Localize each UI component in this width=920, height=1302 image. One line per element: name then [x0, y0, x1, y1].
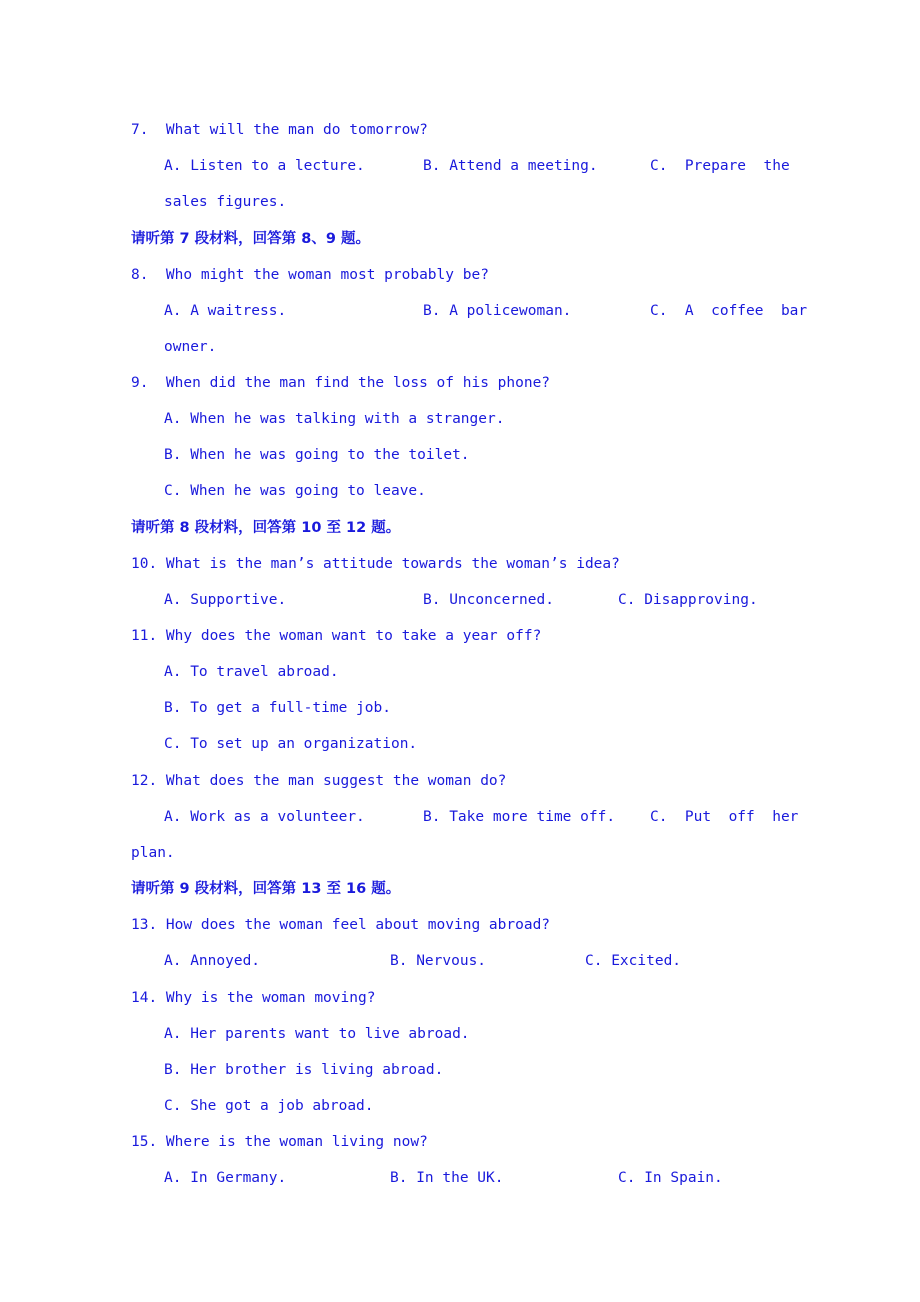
option-12b: B. Take more time off.	[423, 809, 616, 825]
section-heading-7: 请听第 7 段材料，回答第 8、9 题。	[131, 231, 370, 247]
option-13a: A. Annoyed.	[164, 953, 261, 969]
option-7c: C. Prepare the	[650, 158, 790, 174]
option-9b: B. When he was going to the toilet.	[164, 447, 470, 463]
option-8c: C. A coffee bar	[650, 303, 808, 319]
option-8c-cont: owner.	[164, 339, 217, 355]
option-14a: A. Her parents want to live abroad.	[164, 1026, 470, 1042]
option-15b: B. In the UK.	[390, 1170, 504, 1186]
option-15c: C. In Spain.	[618, 1170, 723, 1186]
question-11: 11. Why does the woman want to take a year off?	[131, 628, 542, 644]
option-15a: A. In Germany.	[164, 1170, 287, 1186]
option-14b: B. Her brother is living abroad.	[164, 1062, 444, 1078]
option-11a: A. To travel abroad.	[164, 664, 339, 680]
question-10: 10. What is the man’s attitude towards the woman’s idea?	[131, 556, 620, 572]
option-10c: C. Disapproving.	[618, 592, 758, 608]
option-12a: A. Work as a volunteer.	[164, 809, 365, 825]
option-9a: A. When he was talking with a stranger.	[164, 411, 505, 427]
option-11c: C. To set up an organization.	[164, 736, 418, 752]
question-9: 9. When did the man find the loss of his phone?	[131, 375, 551, 391]
option-7a: A. Listen to a lecture.	[164, 158, 365, 174]
option-7c-cont: sales figures.	[164, 194, 287, 210]
question-7: 7. What will the man do tomorrow?	[131, 122, 428, 138]
option-7b: B. Attend a meeting.	[423, 158, 598, 174]
option-8b: B. A policewoman.	[423, 303, 572, 319]
option-14c: C. She got a job abroad.	[164, 1098, 374, 1114]
question-14: 14. Why is the woman moving?	[131, 990, 376, 1006]
question-13: 13. How does the woman feel about moving abroad?	[131, 917, 551, 933]
option-10a: A. Supportive.	[164, 592, 287, 608]
question-15: 15. Where is the woman living now?	[131, 1134, 428, 1150]
option-9c: C. When he was going to leave.	[164, 483, 426, 499]
option-10b: B. Unconcerned.	[423, 592, 554, 608]
option-13c: C. Excited.	[585, 953, 682, 969]
option-11b: B. To get a full-time job.	[164, 700, 391, 716]
question-12: 12. What does the man suggest the woman do?	[131, 773, 507, 789]
option-13b: B. Nervous.	[390, 953, 487, 969]
question-8: 8. Who might the woman most probably be?	[131, 267, 489, 283]
section-heading-9: 请听第 9 段材料，回答第 13 至 16 题。	[131, 881, 401, 897]
option-12c-cont: plan.	[131, 845, 175, 861]
section-heading-8: 请听第 8 段材料，回答第 10 至 12 题。	[131, 520, 401, 536]
option-12c: C. Put off her	[650, 809, 799, 825]
option-8a: A. A waitress.	[164, 303, 287, 319]
